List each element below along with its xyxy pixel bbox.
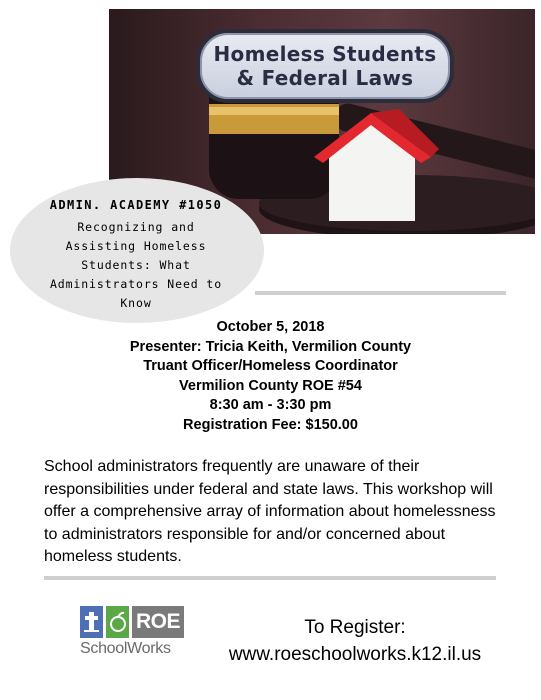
academy-line: Assisting Homeless <box>65 239 207 253</box>
academy-line: Students: What <box>81 258 191 272</box>
academy-info <box>20 198 252 313</box>
roe-mark: ROE <box>132 606 184 638</box>
academy-heading: ADMIN. ACADEMY #1050 <box>49 198 223 212</box>
divider-bottom <box>44 576 496 580</box>
event-presenter: Presenter: Tricia Keith, Vermilion County <box>129 338 412 355</box>
academy-line: Know <box>120 296 152 310</box>
register-url[interactable]: www.roeschoolworks.k12.il.us <box>228 644 482 665</box>
registration-block <box>210 614 500 668</box>
divider-top <box>255 291 506 295</box>
building-icon <box>80 606 103 638</box>
academy-line: Administrators Need to <box>49 277 223 291</box>
event-date: October 5, 2018 <box>216 319 325 335</box>
event-description: School administrators frequently are unaware of their responsibilities under federal and state laws. This workshop will offer a comprehensive array of information about homelessness to administrators responsible for and/or concerned about homeless students. <box>44 458 496 565</box>
academy-line: Recognizing and <box>77 220 195 234</box>
registration-fee: Registration Fee: $150.00 <box>183 416 358 433</box>
presenter-role: Truant Officer/Homeless Coordinator <box>143 358 398 374</box>
title-line-1: Homeless Students <box>213 42 437 66</box>
presenter-office: Vermilion County ROE #54 <box>179 377 362 394</box>
logo-subtitle: SchoolWorks <box>80 640 171 657</box>
event-details <box>0 318 541 435</box>
roe-schoolworks-logo <box>80 606 192 660</box>
academy-description <box>20 218 252 313</box>
title-plate <box>196 29 454 103</box>
register-label: To Register: <box>304 617 406 638</box>
apple-icon <box>106 606 129 638</box>
event-time: 8:30 am - 3:30 pm <box>209 397 332 413</box>
title-line-2: & Federal Laws <box>236 66 414 90</box>
